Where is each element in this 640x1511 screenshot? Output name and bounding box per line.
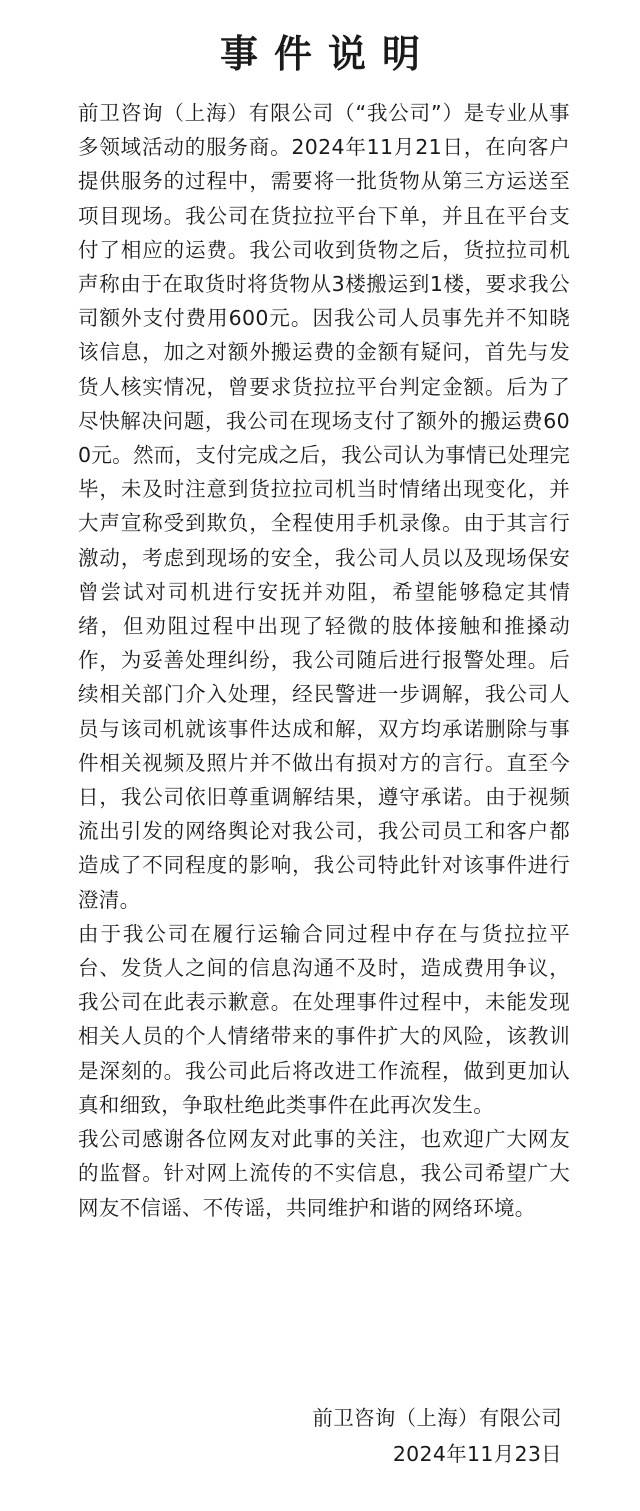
signature-company: 前卫咨询（上海）有限公司 xyxy=(312,1406,562,1430)
document-body xyxy=(78,96,570,1225)
paragraph-1: 前卫咨询（上海）有限公司（“我公司”）是专业从事多领域活动的服务商。2024年11月21日，在向客户提供服务的过程中，需要将一批货物从第三方运送至项目现场。我公司在货拉拉平台下单，并且在平台支付了相应的运费。我公司收到货物之后，货拉拉司机声称由于在取货时将货物从3楼搬运到1楼，要求我公司额外支付费用600元。因我公司人员事先并不知晓该信息，加之对额外搬运费的金额有疑问，首先与发货人核实情况，曾要求货拉拉平台判定金额。后为了尽快解决问题，我公司在现场支付了额外的搬运费600元。然而，支付完成之后，我公司认为事情已处理完毕，未及时注意到货拉拉司机当时情绪出现变化，并大声宣称受到欺负，全程使用手机录像。由于其言行激动，考虑到现场的安全，我公司人员以及现场保安曾尝试对司机进行安抚并劝阻，希望能够稳定其情绪，但劝阻过程中出现了轻微的肢体接触和推搡动作，为妥善处理纠纷，我公司随后进行报警处理。后续相关部门介入处理，经民警进一步调解，我公司人员与该司机就该事件达成和解，双方均承诺删除与事件相关视频及照片并不做出有损对方的言行。直至今日，我公司依旧尊重调解结果，遵守承诺。由于视频流出引发的网络舆论对我公司，我公司员工和客户都造成了不同程度的影响，我公司特此针对该事件进行澄清。 xyxy=(78,101,570,912)
document-title: 事件说明 xyxy=(219,32,436,76)
paragraph-2: 由于我公司在履行运输合同过程中存在与货拉拉平台、发货人之间的信息沟通不及时，造成费用争议，我公司在此表示歉意。在处理事件过程中，未能发现相关人员的个人情绪带来的事件扩大的风险，该教训是深刻的。我公司此后将改进工作流程，做到更加认真和细致，争取杜绝此类事件在此再次发生。 xyxy=(78,921,570,1117)
paragraph-3: 我公司感谢各位网友对此事的关注，也欢迎广大网友的监督。针对网上流传的不实信息，我公司希望广大网友不信谣、不传谣，共同维护和谐的网络环境。 xyxy=(78,1127,570,1220)
signature-block xyxy=(312,1400,562,1472)
signature-date: 2024年11月23日 xyxy=(392,1442,562,1466)
